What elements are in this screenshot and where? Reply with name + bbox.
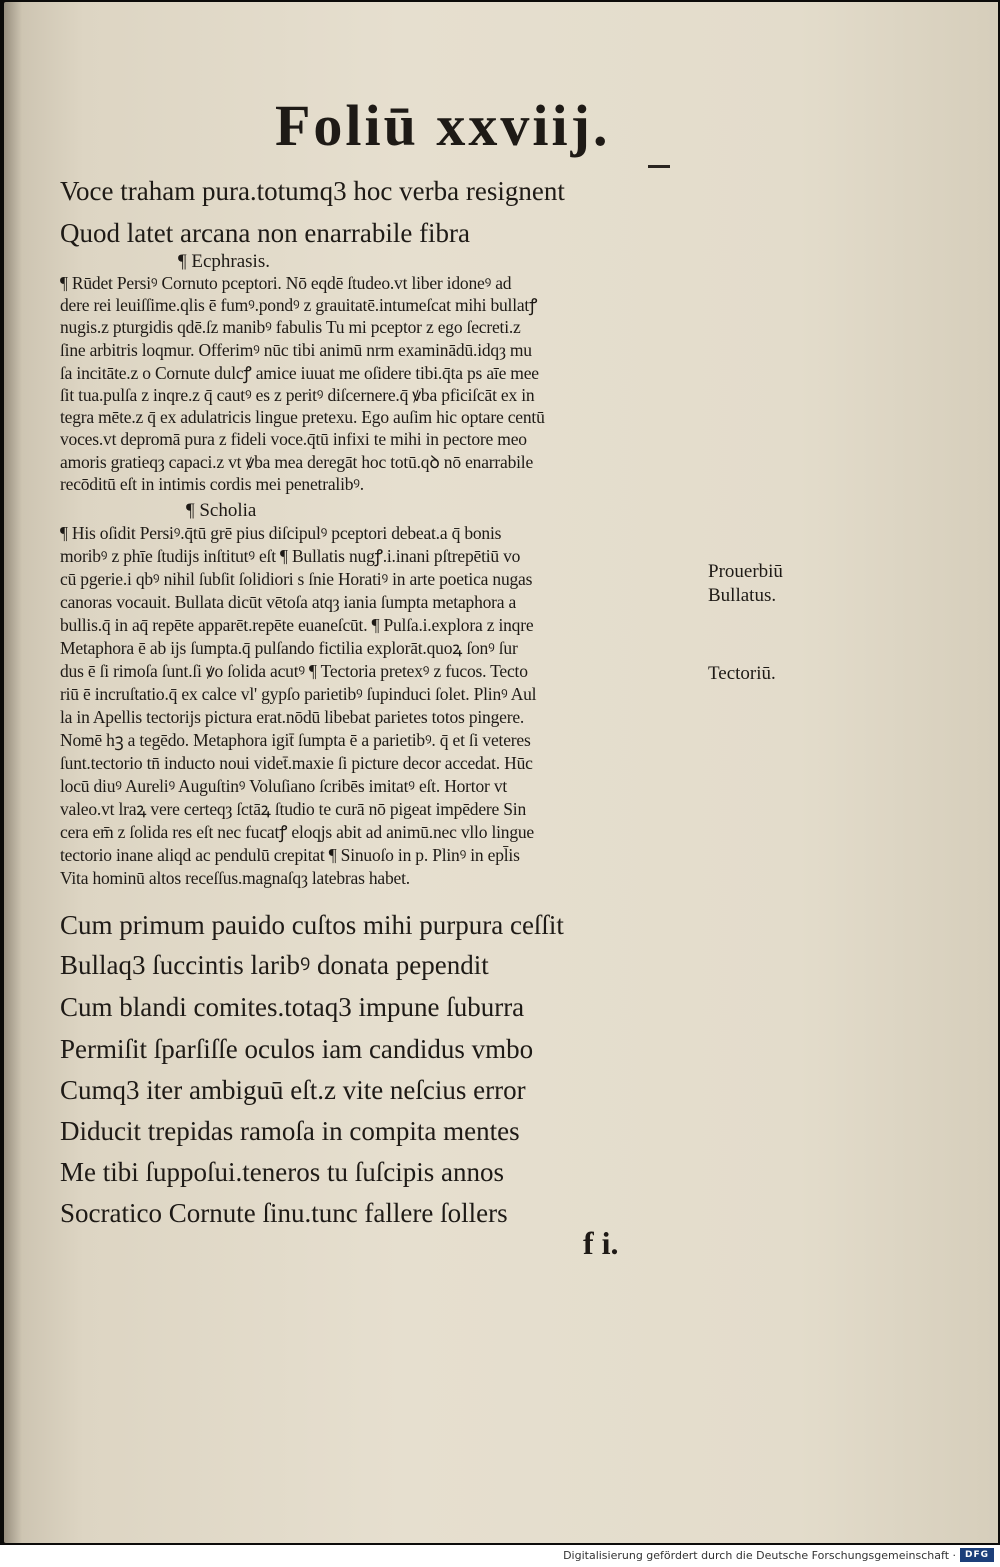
verse-line: Diducit trepidas ramoſa in compita mentes	[60, 1116, 520, 1146]
folio-dash	[648, 165, 670, 168]
margin-note: Bullatus.	[708, 585, 777, 606]
prose-line: valeo.vt lraꝝ vere certeqȝ ſctāꝝ ſtudio te curā nō pigeat impēdere Sin	[60, 799, 527, 819]
prose-line: la in Apellis tectorijs pictura erat.nōdū libebat parietes totos pingere.	[60, 707, 525, 727]
prose-line: tectorio inane aliqd ac pendulū crepitat ¶ Sinuoſo in p. Plinꝰ in epl̄is	[60, 845, 520, 865]
prose-line: riū ē incruſtatio.q̄ ex calce vl' gypſo parietibꝰ ſupinduci ſolet. Plinꝰ Aul	[60, 684, 537, 704]
footer-credit: Digitalisierung gefördert durch die Deutsche Forschungsgemeinschaft ·	[563, 1549, 956, 1562]
prose-line: Nomē hꝫ a tegēdo. Metaphora igit̄ ſumpta ē a parietibꝰ. q̄ et ſi veteres	[60, 730, 531, 750]
prose-line: moribꝰ z phīe ſtudijs inſtitutꝰ eſt ¶ Bullatis nugꝭ.i.inani pſtrepētiū vo	[60, 546, 521, 566]
prose-line: Vita hominū altos receſſus.magnaſqȝ latebras habet.	[60, 868, 410, 888]
page-gutter-shadow	[4, 2, 22, 1543]
prose-line: amoris gratieqȝ capaci.z vt ꝟba mea deregāt hoc totū.qꝺ nō enarrabile	[60, 452, 534, 472]
dfg-logo: DFG	[960, 1548, 994, 1562]
prose-line: tegra mēte.z q̄ ex adulatricis lingue pretexu. Ego auſim hic optare centū	[60, 407, 545, 427]
signature-mark: f i.	[583, 1225, 619, 1261]
prose-line: ¶ Rūdet Persiꝰ Cornuto pceptori. Nō eqdē ſtudeo.vt liber idoneꝰ ad	[60, 273, 512, 293]
prose-line: bullis.q̄ in aq̄ repēte apparēt.repēte euaneſcūt. ¶ Pulſa.i.explora z inqre	[60, 615, 534, 635]
prose-line: recōditū eſt in intimis cordis mei penetralibꝰ.	[60, 474, 364, 494]
margin-note: Prouerbiū	[708, 561, 783, 582]
verse-line: Cum blandi comites.totaq3 impune ſuburra	[60, 992, 525, 1022]
prose-line: canoras vocauit. Bullata dicūt vētoſa atqȝ iania ſumpta metaphora a	[60, 592, 517, 612]
verse-line: Cum primum pauido cuſtos mihi purpura ceſſit	[60, 910, 564, 940]
prose-line: ſunt.tectorio tn̄ inducto noui videt̄.maxie ſi picture decor accedat. Hūc	[60, 753, 533, 773]
prose-line: locū diuꝰ Aureliꝰ Auguſtinꝰ Voluſiano ſcribēs imitatꝰ eſt. Hortor vt	[60, 776, 508, 796]
scholia-heading: ¶ Scholia	[186, 500, 257, 521]
prose-line: ſa incitāte.z o Cornute dulcꝭ amice iuuat me oſidere tibi.q̄ta ps aīe mee	[60, 363, 539, 383]
prose-line: ſit tua.pulſa z inqre.z q̄ cautꝰ es z peritꝰ diſcernere.q̄ ꝟba pficiſcāt ex in	[60, 385, 535, 405]
verse-line: Voce traham pura.totumq3 hoc verba resignent	[60, 176, 565, 206]
verse-line: Socratico Cornute ſinu.tunc fallere ſollers	[60, 1198, 508, 1228]
verse-line: Bullaq3 ſuccintis laribꝰ donata pependit	[60, 950, 489, 980]
margin-note: Tectoriū.	[708, 663, 776, 684]
verse-line: Cumq3 iter ambiguū eſt.z vite neſcius error	[60, 1075, 526, 1105]
prose-line: nugis.z pturgidis qdē.ſz manibꝰ fabulis Tu mi pceptor z ego ſecreti.z	[60, 317, 521, 337]
folio-title: Foliū xxviij.	[275, 93, 611, 158]
prose-line: ¶ His oſidit Persiꝰ.q̄tū grē pius diſcipulꝰ pceptori debeat.a q̄ bonis	[60, 523, 502, 543]
prose-line: Metaphora ē ab ijs ſumpta.q̄ pulſando fictilia explorāt.quoꝝ ſonꝰ ſur	[60, 638, 518, 658]
prose-line: dere rei leuiſſime.qlis ē fumꝰ.pondꝰ z grauitatē.intumeſcat mihi bullatꝭ	[60, 295, 538, 315]
prose-line: cū pgerie.i qbꝰ nihil ſubſit ſolidiori s ſnie Horatiꝰ in arte poetica nugas	[60, 569, 533, 589]
prose-line: voces.vt depromā pura z fideli voce.q̄tū infixi te mihi in pectore meo	[60, 429, 527, 449]
prose-line: ſine arbitris loqmur. Offerimꝰ nūc tibi animū nrm examinādū.idqȝ mu	[60, 340, 532, 360]
verse-line: Me tibi ſuppoſui.teneros tu ſuſcipis annos	[60, 1157, 504, 1187]
prose-line: dus ē ſi rimoſa ſunt.ſi ꝟo ſolida acutꝰ ¶ Tectoria pretexꝰ z fucos. Tecto	[60, 661, 528, 681]
prose-line: cera em̄ z ſolida res eſt nec fucatꝭ eloqjs abit ad animū.nec vllo lingue	[60, 822, 534, 842]
verse-line: Permiſit ſparſiſſe oculos iam candidus vmbo	[60, 1034, 534, 1064]
verse-line: Quod latet arcana non enarrabile fibra	[60, 218, 471, 248]
ecphrasis-heading: ¶ Ecphrasis.	[178, 251, 270, 272]
